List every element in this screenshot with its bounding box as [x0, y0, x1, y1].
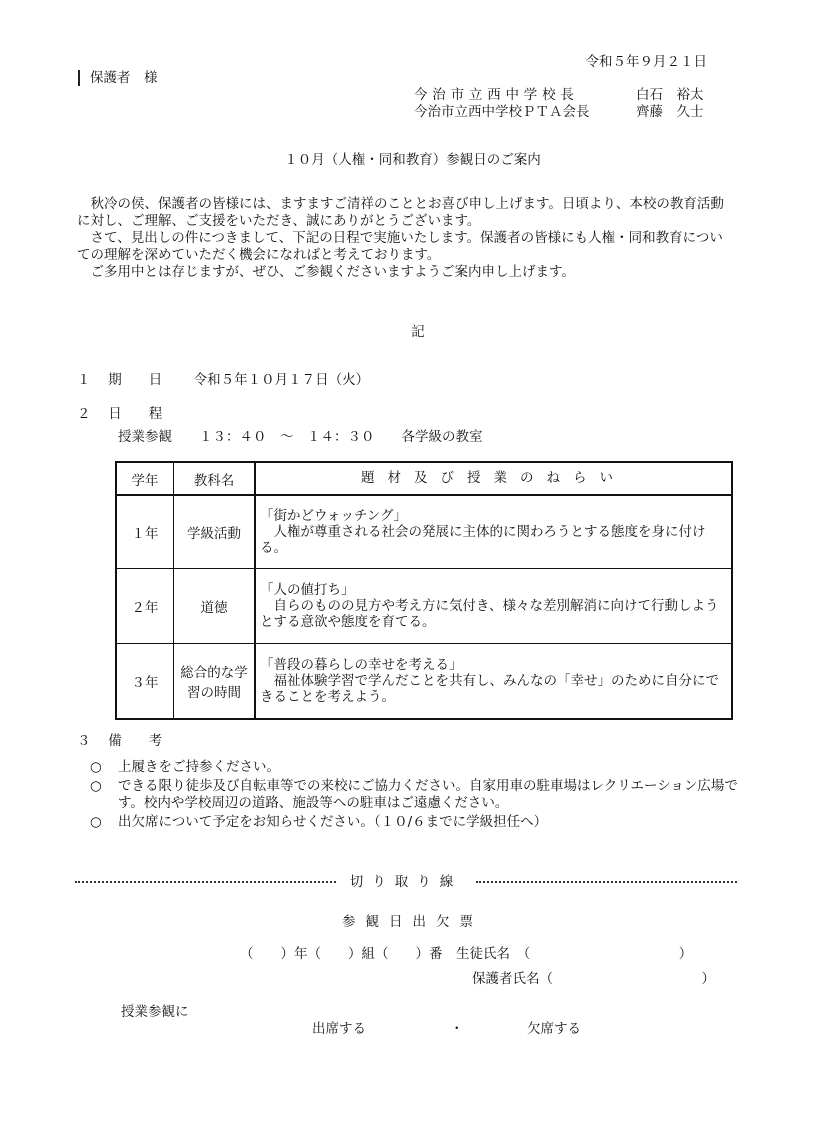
dotted-line — [75, 881, 336, 883]
issuer-org: 今治市立西中学校長 — [414, 87, 579, 103]
section-schedule — [77, 406, 162, 422]
grade-cell: ３年 — [116, 644, 174, 720]
list-item — [90, 814, 740, 831]
absent-option[interactable]: 欠席する — [527, 1021, 581, 1037]
table-row — [116, 495, 732, 569]
grade-cell: １年 — [116, 495, 174, 569]
issuer-block — [414, 87, 704, 121]
table-row — [116, 569, 732, 644]
recipient: 保護者 様 — [78, 70, 158, 86]
section-label: 期 日 — [108, 372, 163, 388]
body-paragraph: ご多用中とは存じますが、ぜひ、ご参観くださいますようご案内申し上げます。 — [90, 263, 575, 280]
schedule-time: 授業参観 １３：４０ ～ １４：３０ 各学級の教室 — [118, 429, 483, 445]
topic-text: 「人の値打ち」 — [260, 581, 355, 598]
section-number: ３ — [77, 733, 91, 749]
header-grade: 学年 — [116, 462, 174, 495]
note-text: できる限り徒歩及び自転車等での来校にご協力ください。自家用車の駐車場はレクリエーション広場です。校内や学校周辺の道路、施設等への駐車はご遠慮ください。 — [118, 777, 738, 811]
option-separator: ・ — [450, 1021, 464, 1037]
ki-heading: 記 — [411, 324, 425, 340]
subject-cell: 学級活動 — [174, 495, 256, 569]
attendance-label: 授業参観に — [121, 1004, 189, 1020]
section-number: ２ — [77, 406, 91, 422]
body-text — [77, 196, 727, 280]
notes-list — [90, 759, 740, 833]
subject-cell: 総合的な学習の時間 — [174, 644, 256, 720]
cut-line — [75, 872, 737, 892]
table-row — [116, 644, 732, 720]
header-aim: 題材及び授業のねらい — [255, 462, 732, 495]
issuer-name: 白石 裕太 — [636, 87, 704, 103]
issuer-org: 今治市立西中学校ＰＴＡ会長 — [414, 104, 590, 120]
list-item — [90, 759, 740, 776]
subject-cell: 道徳 — [174, 569, 256, 644]
header-subject: 教科名 — [174, 462, 256, 495]
body-paragraph: さて、見出しの件につきまして、下記の日程で実施いたします。保護者の皆様にも人権・同和教育についての理解を深めていただく機会になればと考えております。 — [77, 229, 723, 263]
list-item — [90, 778, 740, 812]
issuer-principal — [414, 87, 704, 104]
circle-bullet-icon: ○ — [90, 759, 102, 775]
note-text: 上履きをご持参ください。 — [118, 759, 280, 775]
section-label: 日 程 — [108, 406, 163, 422]
event-date: 令和５年１０月１７日（火） — [193, 372, 370, 388]
student-info-field[interactable]: （ ）年（ ）組（ ）番 生徒氏名 （ ） — [240, 946, 693, 962]
topic-text: 「普段の暮らしの幸せを考える」 — [260, 656, 463, 673]
section-number: １ — [77, 372, 91, 388]
aim-cell — [255, 569, 732, 644]
guardian-name-field[interactable]: 保護者氏名（ ） — [472, 971, 715, 987]
circle-bullet-icon: ○ — [90, 813, 102, 830]
schedule-table — [115, 461, 733, 720]
table-header-row — [116, 462, 732, 495]
issue-date: 令和５年９月２１日 — [585, 54, 707, 70]
circle-bullet-icon: ○ — [90, 777, 102, 794]
aim-text: 福祉体験学習で学んだことを共有し、みんなの「幸せ」のために自分にできることを考えよう。 — [260, 672, 719, 706]
topic-text: 「街かどウォッチング」 — [260, 507, 408, 524]
form-title: 参観日出欠票 — [342, 914, 483, 930]
dotted-line — [476, 881, 737, 883]
aim-text: 人権が尊重される社会の発展に主体的に関わろうとする態度を身に付ける。 — [260, 523, 706, 557]
document-title: １０月（人権・同和教育）参観日のご案内 — [284, 152, 541, 168]
aim-cell — [255, 644, 732, 720]
issuer-pta — [414, 104, 704, 121]
issuer-name: 齊藤 久士 — [636, 104, 704, 120]
section-date — [77, 372, 369, 388]
section-label: 備 考 — [108, 733, 163, 749]
section-notes — [77, 733, 162, 749]
grade-cell: ２年 — [116, 569, 174, 644]
body-paragraph: 秋冷の侯、保護者の皆様には、ますますご清祥のこととお喜び申し上げます。日頃より、本校の教育活動に対し、ご理解、ご支援をいただき、誠にありがとうございます。 — [77, 196, 724, 229]
aim-cell — [255, 495, 732, 569]
attend-option[interactable]: 出席する — [312, 1021, 366, 1037]
cut-line-label: 切り取り線 — [349, 873, 463, 890]
aim-text: 自らのものの見方や考え方に気付き、様々な差別解消に向けて行動しようとする意欲や態度を育てる。 — [260, 597, 719, 631]
note-text: 出欠席について予定をお知らせください。（１０/６までに学級担任へ） — [118, 813, 548, 830]
